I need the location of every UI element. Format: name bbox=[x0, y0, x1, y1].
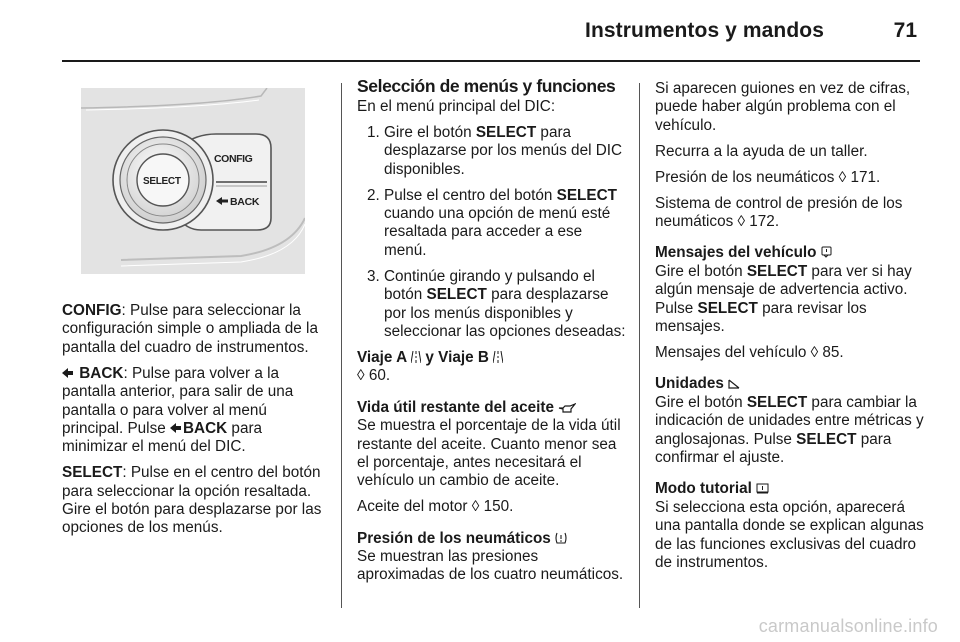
config-term: CONFIG bbox=[62, 302, 122, 319]
intro-text: En el menú principal del DIC: bbox=[357, 98, 556, 115]
reference-arrow-icon: ◊ bbox=[810, 343, 819, 361]
list-item: 3. Continúe girando y pulsando el botón SELECT para desplazarse por los menús disponibles y seleccionar las opciones deseadas: bbox=[367, 267, 626, 340]
trip-heading: Viaje A y Viaje B bbox=[357, 349, 627, 367]
back-arrow-icon bbox=[170, 423, 181, 433]
watermark: carmanualsonline.info bbox=[758, 616, 938, 636]
reference-arrow-icon: ◊ bbox=[357, 367, 365, 385]
back-term-2: BACK bbox=[182, 419, 228, 437]
dic-knob-illustration bbox=[81, 88, 305, 274]
select-knob-label: SELECT bbox=[143, 176, 181, 187]
page-number: 71 bbox=[893, 19, 917, 42]
oil-reference[interactable]: Aceite del motor ◊ 150. bbox=[357, 498, 514, 516]
back-paragraph bbox=[62, 365, 326, 457]
back-button-label: BACK bbox=[230, 196, 260, 208]
select-text: : Pulse en el centro del botón para seleccionar la opción resaltada. Gire el botón para desplazarse por las opciones de los menús. bbox=[62, 464, 322, 537]
section-heading: Selección de menús y funciones bbox=[357, 76, 616, 96]
config-button-label: CONFIG bbox=[214, 153, 253, 165]
workshop-text: Recurra a la ayuda de un taller. bbox=[655, 142, 868, 160]
tire-reference[interactable]: Presión de los neumáticos ◊ 171. bbox=[655, 168, 881, 186]
back-term: BACK bbox=[79, 364, 124, 382]
config-paragraph bbox=[62, 302, 326, 357]
list-item: 2. Pulse el centro del botón SELECT cuando una opción de menú esté resaltada para acceder a ese menú. bbox=[367, 186, 617, 259]
oil-heading: Vida útil restante del aceite bbox=[357, 399, 627, 417]
column-divider-1 bbox=[341, 83, 342, 608]
column-1 bbox=[62, 302, 326, 545]
column-2 bbox=[357, 76, 627, 592]
config-text: : Pulse para seleccionar la configuración simple o ampliada de la pantalla del cuadro de instrumentos. bbox=[62, 302, 318, 356]
oil-can-icon bbox=[558, 403, 576, 413]
units-text: Gire el botón SELECT para cambiar la indicación de unidades entre métricas y anglosajonas. Pulse SELECT para confirmar el ajuste. bbox=[655, 393, 924, 466]
tire-heading: Presión de los neumáticos bbox=[357, 530, 627, 548]
units-icon bbox=[728, 379, 740, 389]
tire-pressure-icon bbox=[555, 532, 567, 544]
trip-odometer-icon bbox=[411, 351, 421, 363]
header-divider bbox=[62, 60, 920, 62]
trip-reference[interactable]: ◊ 60. bbox=[357, 367, 391, 385]
tutorial-heading: Modo tutorial bbox=[655, 480, 925, 498]
dash-text: Si aparecen guiones en vez de cifras, puede haber algún problema con el vehículo. bbox=[655, 80, 911, 134]
reference-arrow-icon: ◊ bbox=[737, 212, 746, 230]
tire-text: Se muestran las presiones aproximadas de los cuatro neumáticos. bbox=[357, 548, 624, 584]
steps-list bbox=[357, 124, 627, 341]
select-term: SELECT bbox=[62, 464, 123, 482]
trip-odometer-icon bbox=[493, 351, 503, 363]
tutorial-icon bbox=[756, 482, 769, 494]
back-text: : Pulse para volver a la pantalla anterior, para salir de una pantalla o para volver al menú principal. Pulse bbox=[62, 364, 294, 437]
list-item: 1. Gire el botón SELECT para desplazarse por los menús del DIC disponibles. bbox=[367, 123, 623, 178]
messages-reference[interactable]: Mensajes del vehículo ◊ 85. bbox=[655, 343, 844, 361]
tutorial-text: Si selecciona esta opción, aparecerá una pantalla donde se explican algunas de las funciones exclusivas del cuadro de instrumentos. bbox=[655, 498, 924, 571]
vehicle-message-icon bbox=[821, 246, 832, 258]
reference-arrow-icon: ◊ bbox=[471, 498, 480, 516]
column-3 bbox=[655, 80, 925, 580]
select-paragraph bbox=[62, 464, 326, 538]
messages-text: Gire el botón SELECT para ver si hay algún mensaje de advertencia activo. Pulse SELECT para revisar los mensajes. bbox=[655, 262, 912, 335]
column-divider-2 bbox=[639, 83, 640, 608]
back-arrow-icon bbox=[62, 368, 73, 378]
messages-heading: Mensajes del vehículo bbox=[655, 244, 925, 262]
page-title: Instrumentos y mandos bbox=[585, 19, 824, 42]
back-text-2: para minimizar el menú del DIC. bbox=[62, 419, 263, 456]
tpms-reference[interactable]: Sistema de control de presión de los neumáticos ◊ 172. bbox=[655, 194, 903, 230]
units-heading: Unidades bbox=[655, 375, 925, 393]
oil-text: Se muestra el porcentaje de la vida útil restante del aceite. Cuanto menor sea el porcentaje, antes necesitará el vehículo un cambio de aceite. bbox=[357, 417, 621, 490]
reference-arrow-icon: ◊ bbox=[838, 168, 847, 186]
dic-control-figure bbox=[81, 88, 305, 274]
